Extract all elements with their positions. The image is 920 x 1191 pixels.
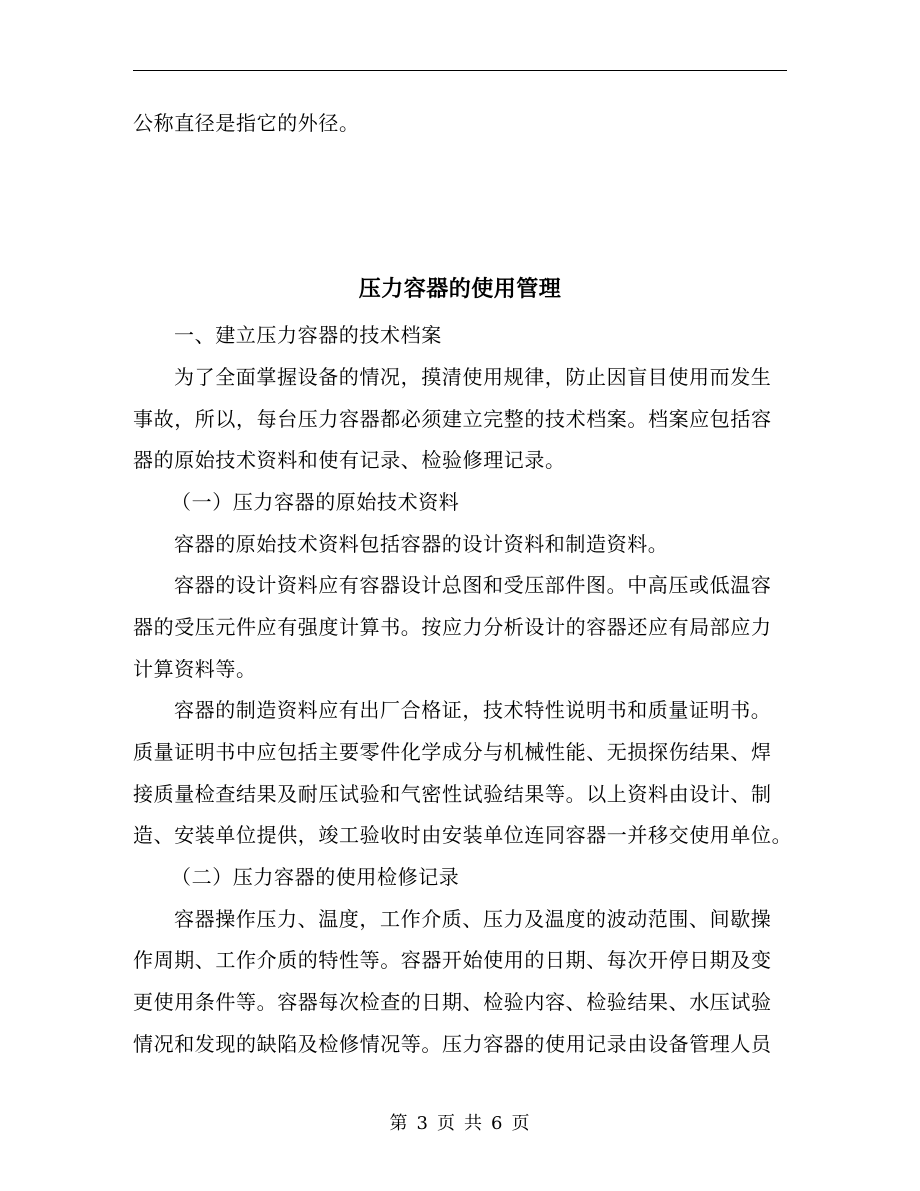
footer-prefix: 第	[389, 1113, 409, 1134]
paragraph-line: 为了全面掌握设备的情况，摸清使用规律，防止因盲目使用而发生	[174, 365, 772, 389]
paragraph-line: 接质量检查结果及耐压试验和气密性试验结果等。以上资料由设计、制	[133, 782, 772, 806]
paragraph-line: 器的受压元件应有强度计算书。按应力分析设计的容器还应有局部应力	[133, 615, 772, 639]
paragraph-line: 容器的设计资料应有容器设计总图和受压部件图。中高压或低温容	[174, 573, 772, 597]
paragraph-line: 质量证明书中应包括主要零件化学成分与机械性能、无损探伤结果、焊	[133, 740, 772, 764]
footer-page-number: 3	[416, 1113, 429, 1134]
subheading-2: （二）压力容器的使用检修记录	[171, 865, 460, 889]
paragraph-line: 造、安装单位提供，竣工验收时由安装单位连同容器一并移交使用单位。	[133, 823, 793, 847]
subheading-1: （一）压力容器的原始技术资料	[171, 490, 460, 514]
footer-total-unit: 页	[511, 1113, 531, 1134]
paragraph-line: 情况和发现的缺陷及检修情况等。压力容器的使用记录由设备管理人员	[133, 1032, 772, 1056]
paragraph-line: 容器操作压力、温度，工作介质、压力及温度的波动范围、间歇操	[174, 907, 772, 931]
footer-page-unit: 页	[437, 1113, 456, 1134]
paragraph-line: 更使用条件等。容器每次检查的日期、检验内容、检验结果、水压试验	[133, 990, 772, 1014]
lead-line: 公称直径是指它的外径。	[133, 111, 360, 135]
footer-total-prefix: 共	[464, 1113, 483, 1134]
section-title: 压力容器的使用管理	[358, 276, 562, 302]
paragraph-line: 作周期、工作介质的特性等。容器开始使用的日期、每次开停日期及变	[133, 948, 772, 972]
paragraph-line: 器的原始技术资料和使有记录、检验修理记录。	[133, 448, 566, 472]
paragraph-line: 容器的制造资料应有出厂合格证，技术特性说明书和质量证明书。	[174, 698, 772, 722]
paragraph-line: 计算资料等。	[133, 657, 257, 681]
page-footer	[0, 1112, 920, 1136]
paragraph-line: 容器的原始技术资料包括容器的设计资料和制造资料。	[174, 532, 669, 556]
footer-total-pages: 6	[491, 1113, 504, 1134]
heading-1: 一、建立压力容器的技术档案	[174, 323, 442, 347]
header-rule	[133, 70, 787, 71]
paragraph-line: 事故，所以，每台压力容器都必须建立完整的技术档案。档案应包括容	[133, 407, 772, 431]
